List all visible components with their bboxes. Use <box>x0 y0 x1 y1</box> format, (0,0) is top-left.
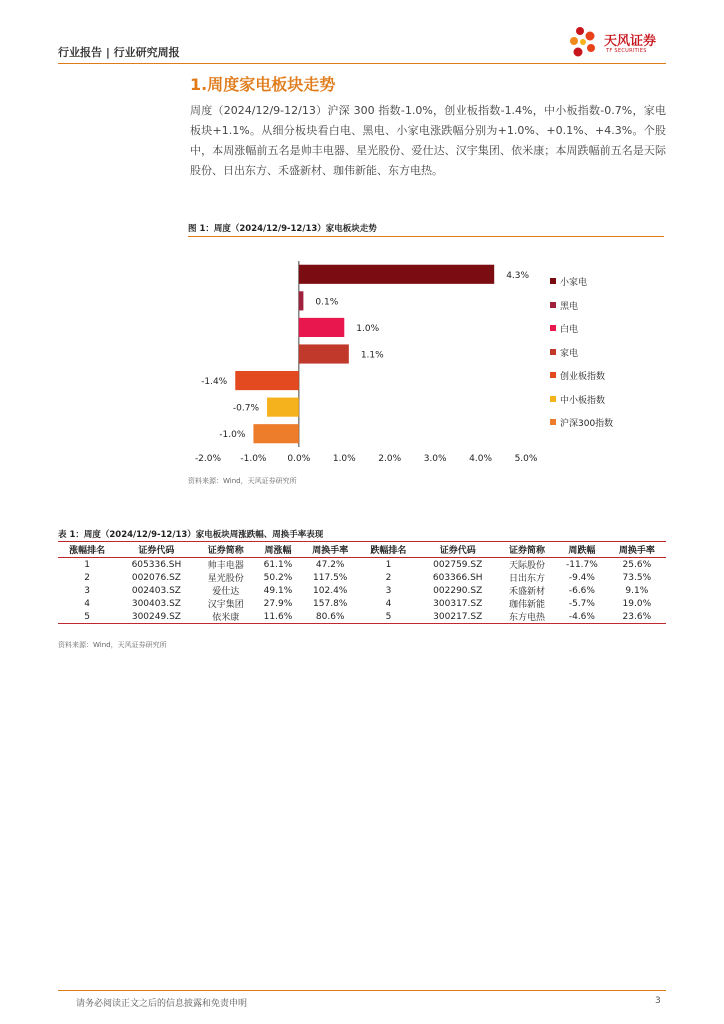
table-cell: 3 <box>84 585 90 596</box>
table-row <box>58 610 666 624</box>
data-label: 1.1% <box>360 350 384 361</box>
table-title: 表 1：周度（2024/12/9-12/13）家电板块周涨跌幅、周换手率表现 <box>58 530 324 540</box>
data-label: -0.7% <box>232 403 260 414</box>
x-tick-label: -2.0% <box>194 454 222 464</box>
table-row <box>58 558 666 572</box>
table-cell: 4 <box>385 598 392 609</box>
summary-paragraph: 周度（2024/12/9-12/13）沪深 300 指数-1.0%，创业板指数-1.4%，中小板指数-0.7%，家电板块+1.1%。从细分板块看白电、黑电、小家电涨跌幅分别为+1.0%、+0.1%、+4.3%。个股中，本周涨幅前五名是帅丰电器、星光股份、爱仕达、汉宇集团、依米康；本周跌幅前五名是天际股份、日出东方、禾盛新材、珈伟新能、东方电热。 <box>190 104 666 177</box>
table-cell: 2 <box>385 572 392 583</box>
table-cell: 25.6% <box>622 559 652 570</box>
company-logo <box>566 24 676 62</box>
bar <box>299 318 344 337</box>
table-cell: 爱仕达 <box>212 587 240 597</box>
bar <box>299 344 349 363</box>
table-cell: 11.6% <box>255 610 301 624</box>
bar <box>267 398 299 417</box>
table-cell: 2 <box>84 572 90 583</box>
x-tick-label: 4.0% <box>469 454 493 464</box>
x-tick-label: 3.0% <box>423 454 447 464</box>
table-cell: 珈伟新能 <box>509 600 546 610</box>
table-cell: 300249.SZ <box>116 610 196 624</box>
section-title: 1.周度家电板块走势 <box>190 75 336 94</box>
bar-chart <box>190 255 550 470</box>
x-tick-label: 5.0% <box>514 454 538 464</box>
table-cell: 47.2% <box>315 559 345 570</box>
table-cell: 禾盛新材 <box>509 587 546 597</box>
data-label: -1.4% <box>201 377 228 388</box>
table-header-row <box>58 542 666 558</box>
legend-swatch <box>550 349 556 355</box>
table-cell: 4 <box>84 598 90 609</box>
page-number: 3 <box>655 996 661 1006</box>
header-name: 证券简称 <box>498 542 556 558</box>
table-source: 资料来源：Wind，天风证券研究所 <box>58 641 167 649</box>
footer-divider <box>58 990 666 991</box>
data-label: 1.0% <box>356 323 380 334</box>
logo-subtitle: TF SECURITIES <box>606 48 647 54</box>
x-tick-label: 2.0% <box>378 454 402 464</box>
header-weekly-fall: 周跌幅 <box>556 542 608 558</box>
table-cell: 50.2% <box>263 572 293 583</box>
header-code: 证券代码 <box>418 542 498 558</box>
table-cell: 603366.SH <box>432 572 483 583</box>
logo-name: 天风证券 <box>604 34 657 49</box>
table-cell: 9.1% <box>625 585 649 596</box>
table-cell: 300317.SZ <box>433 598 483 609</box>
header-name: 证券简称 <box>197 542 255 558</box>
header-turnover: 周换手率 <box>301 542 359 558</box>
header-rise-rank: 涨幅排名 <box>58 542 116 558</box>
table-cell: -4.6% <box>556 610 608 624</box>
table-cell: 日出东方 <box>509 574 546 584</box>
legend-label: 白电 <box>560 325 579 335</box>
header-weekly-rise: 周涨幅 <box>255 542 301 558</box>
table-row <box>58 571 666 584</box>
header-fall-rank: 跌幅排名 <box>359 542 417 558</box>
table-cell: 102.4% <box>313 585 348 596</box>
table-cell: 61.1% <box>263 559 293 570</box>
bar <box>235 371 299 390</box>
legend-swatch <box>550 325 556 331</box>
header-turnover: 周换手率 <box>608 542 666 558</box>
legend-swatch <box>550 302 556 308</box>
table-cell: 002290.SZ <box>433 585 483 596</box>
table-cell: 605336.SH <box>131 559 182 570</box>
table-cell: -5.7% <box>568 598 595 609</box>
legend-swatch <box>550 278 556 284</box>
legend-label: 中小板指数 <box>560 395 606 406</box>
table-cell: 1 <box>385 559 392 570</box>
table-cell: -6.6% <box>568 585 595 596</box>
table-cell: 依米康 <box>197 610 255 624</box>
figure-title: 图 1：周度（2024/12/9-12/13）家电板块走势 <box>188 224 377 234</box>
table-cell: 300403.SZ <box>131 598 181 609</box>
data-label: 0.1% <box>315 297 339 308</box>
table-cell: 5 <box>359 610 417 624</box>
x-tick-label: -1.0% <box>240 454 267 464</box>
table-cell: 天际股份 <box>509 561 546 571</box>
disclaimer-text: 请务必阅读正文之后的信息披露和免责申明 <box>76 999 248 1009</box>
figure-divider <box>188 236 664 237</box>
stock-performance-table <box>58 541 666 624</box>
table-cell: 1 <box>84 559 90 570</box>
table-cell: 东方电热 <box>498 610 556 624</box>
bar <box>253 424 298 443</box>
table-cell: 27.9% <box>263 598 293 609</box>
table-cell: 帅丰电器 <box>207 561 244 571</box>
data-label: 4.3% <box>506 270 530 281</box>
table-cell: 49.1% <box>263 585 293 596</box>
bar <box>299 265 494 284</box>
flower-logo-icon <box>566 24 602 62</box>
table-cell: 80.6% <box>301 610 359 624</box>
legend-label: 小家电 <box>560 278 588 288</box>
table-cell: 73.5% <box>622 572 652 583</box>
bar <box>299 291 304 310</box>
table-cell: 002076.SZ <box>131 572 181 583</box>
table-cell: 星光股份 <box>207 574 244 584</box>
table-cell: -9.4% <box>568 572 595 583</box>
header-code: 证券代码 <box>116 542 196 558</box>
table-cell: 23.6% <box>608 610 666 624</box>
x-tick-label: 1.0% <box>332 454 356 464</box>
x-tick-label: 0.0% <box>287 454 311 464</box>
data-label: -1.0% <box>219 430 246 441</box>
table-cell: 3 <box>385 585 392 596</box>
table-row <box>58 584 666 597</box>
report-type-header: 行业报告 | 行业研究周报 <box>58 46 180 59</box>
table-cell: 19.0% <box>622 598 652 609</box>
table-cell: 157.8% <box>313 598 348 609</box>
legend-label: 黑电 <box>560 301 579 312</box>
table-cell: 汉宇集团 <box>207 600 244 610</box>
figure-source: 资料来源：Wind，天风证券研究所 <box>188 477 297 485</box>
legend-label: 创业板指数 <box>560 372 606 382</box>
legend-label: 家电 <box>560 348 579 359</box>
table-cell: 002403.SZ <box>131 585 181 596</box>
legend-swatch <box>550 372 556 378</box>
header-divider <box>58 63 666 64</box>
table-cell: 002759.SZ <box>433 559 483 570</box>
table-cell: 5 <box>58 610 116 624</box>
table-row <box>58 597 666 610</box>
legend-label: 沪深300指数 <box>560 419 614 429</box>
table-cell: 117.5% <box>313 572 348 583</box>
legend-swatch <box>550 396 556 402</box>
legend-swatch <box>550 419 556 425</box>
table-cell: -11.7% <box>565 559 598 570</box>
table-cell: 300217.SZ <box>418 610 498 624</box>
